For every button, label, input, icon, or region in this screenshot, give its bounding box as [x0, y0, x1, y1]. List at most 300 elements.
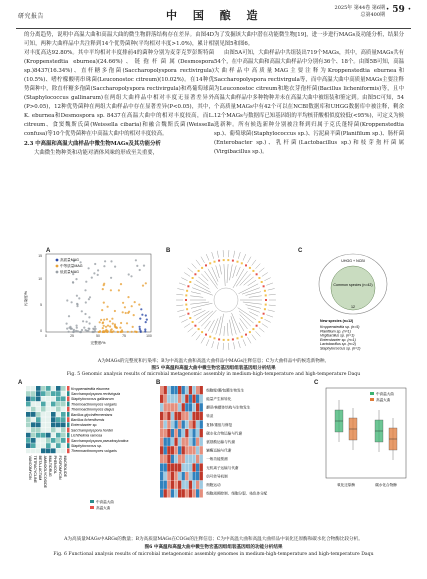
tree-leaf-label	[184, 273, 190, 277]
tree-leaf-marker	[261, 281, 263, 283]
scatter-point	[106, 331, 108, 333]
heatmap-cell	[192, 395, 195, 403]
tree-branch	[216, 266, 220, 279]
heatmap-cell	[41, 438, 46, 443]
scatter-point	[84, 289, 86, 291]
scatter-point	[97, 274, 99, 276]
tree-leaf-label	[192, 331, 197, 336]
heatmap-cell	[31, 417, 36, 422]
tree-leaf-label	[188, 328, 193, 333]
heatmap-cell	[174, 412, 177, 420]
heatmap-cell	[182, 386, 185, 394]
heatmap-row-label: Staphylococcus sp.	[71, 444, 102, 448]
tree-branch	[227, 323, 228, 336]
tree-leaf-label	[212, 252, 214, 259]
scatter-point	[120, 322, 122, 324]
heatmap-cell	[178, 420, 181, 428]
scatter-point	[76, 295, 78, 297]
fig6-heatmap-a-row-labels	[71, 387, 128, 453]
tree-leaf-marker	[214, 261, 216, 263]
heatmap-cell	[61, 422, 66, 427]
heatmap-cell	[56, 428, 61, 433]
heatmap-cell	[36, 428, 41, 433]
heatmap-cell	[171, 446, 174, 454]
tree-leaf-marker	[186, 308, 188, 310]
tree-leaf-marker	[265, 304, 267, 306]
heatmap-cell	[26, 433, 31, 438]
heatmap-cell	[171, 438, 174, 446]
page-number: · 59 ·	[385, 5, 411, 15]
heatmap-cell	[46, 448, 51, 453]
heatmap-cell	[26, 448, 31, 453]
issue-line-2: 总第400期	[360, 12, 385, 18]
heatmap-cell	[174, 455, 177, 463]
scatter-point	[86, 321, 88, 323]
tree-leaf-label	[234, 251, 235, 258]
fig6-c-xlabel-oxidoreductase: 氧化还原酶	[337, 483, 355, 487]
tree-branch	[198, 277, 208, 285]
heatmap-cell	[167, 463, 170, 471]
tree-leaf-marker	[218, 260, 220, 262]
heatmap-cell	[46, 428, 51, 433]
scatter-point	[132, 326, 134, 328]
heatmap-row-label: 复制/重组与修复	[206, 422, 233, 427]
tree-leaf-marker	[263, 285, 265, 287]
tree-leaf-label	[259, 328, 264, 333]
tree-leaf-marker	[256, 273, 258, 275]
tree-leaf-marker	[249, 331, 251, 333]
heatmap-col-label: MACROLIDE	[63, 455, 67, 477]
tree-leaf-marker	[185, 299, 187, 301]
heatmap-cell	[164, 463, 167, 471]
heatmap-cell	[164, 489, 167, 497]
svg-text:25: 25	[70, 334, 74, 338]
tree-leaf-marker	[237, 337, 239, 339]
heatmap-cell	[160, 395, 163, 403]
scatter-point	[126, 322, 128, 324]
heatmap-cell	[200, 455, 203, 463]
heatmap-group-bar	[67, 391, 70, 396]
fig5-new-species-title: New species (n=12)	[320, 319, 354, 323]
scatter-point	[102, 327, 104, 329]
heatmap-cell	[174, 446, 177, 454]
scatter-point	[139, 328, 141, 330]
heatmap-cell	[178, 386, 181, 394]
heatmap-cell	[31, 402, 36, 407]
heatmap-row-label: 细胞周期控制、细胞分裂、染色体分配	[206, 491, 268, 496]
scatter-point	[111, 318, 113, 320]
heatmap-row-label: 一般功能预测	[206, 457, 228, 462]
scatter-point	[119, 327, 121, 329]
heatmap-cell	[185, 481, 188, 489]
tree-leaf-label	[243, 254, 246, 260]
heatmap-cell	[41, 428, 46, 433]
tree-leaf-label	[201, 257, 205, 263]
tree-leaf-label	[176, 294, 183, 295]
tree-branch	[196, 280, 209, 289]
heatmap-col-label: PHENICOL	[53, 455, 57, 474]
heatmap-cell	[31, 433, 36, 438]
tree-leaf-label	[238, 252, 240, 259]
scatter-point	[102, 288, 104, 290]
heatmap-cell	[178, 472, 181, 480]
fig6-panel-b-label: B	[156, 380, 161, 386]
scatter-point	[139, 318, 141, 320]
tree-branch	[240, 318, 248, 329]
tree-branch	[212, 318, 218, 333]
tree-leaf-marker	[258, 277, 260, 279]
scatter-point	[138, 304, 140, 306]
fig5-legend	[56, 257, 83, 274]
scatter-point	[84, 313, 86, 315]
heatmap-cell	[41, 396, 46, 401]
heatmap-cell	[160, 489, 163, 497]
scatter-point	[105, 329, 107, 331]
scatter-point	[93, 328, 95, 330]
heatmap-cell	[174, 395, 177, 403]
scatter-point	[145, 314, 147, 316]
heatmap-cell	[41, 407, 46, 412]
tree-leaf-label	[188, 268, 193, 273]
scatter-point	[80, 261, 82, 263]
heatmap-row-label: 氨基酸运输与代谢	[206, 440, 235, 444]
new-species-item: Enterobacter sp. (n=1)	[320, 337, 356, 342]
scatter-point	[141, 314, 143, 316]
heatmap-cell	[51, 386, 56, 391]
heatmap-cell	[160, 403, 163, 411]
heatmap-cell	[61, 412, 66, 417]
scatter-point	[139, 269, 141, 271]
fig6-heatmap-b-cells	[160, 386, 203, 498]
scatter-point	[127, 312, 129, 314]
heatmap-cell	[160, 438, 163, 446]
heatmap-cell	[178, 412, 181, 420]
heatmap-cell	[196, 420, 199, 428]
heatmap-cell	[196, 472, 199, 480]
heatmap-cell	[171, 463, 174, 471]
heatmap-cell	[160, 429, 163, 437]
heatmap-cell	[167, 420, 170, 428]
tree-branch	[191, 292, 201, 294]
scatter-point	[110, 331, 112, 333]
scatter-point	[102, 322, 104, 324]
heatmap-cell	[200, 420, 203, 428]
heatmap-cell	[26, 422, 31, 427]
scatter-point	[88, 328, 90, 330]
heatmap-cell	[41, 412, 46, 417]
heatmap-group-bar	[67, 428, 70, 433]
scatter-point	[122, 302, 124, 304]
heatmap-cell	[46, 443, 51, 448]
heatmap-cell	[26, 412, 31, 417]
heatmap-cell	[164, 420, 167, 428]
fig6-heatmap-b-row-labels	[206, 387, 267, 495]
heatmap-cell	[171, 386, 174, 394]
journal-title: 中 国 酿 造	[166, 9, 264, 22]
tree-branch	[230, 320, 233, 336]
tree-leaf-marker	[256, 325, 258, 327]
tree-branch	[220, 265, 222, 275]
heatmap-cell	[56, 448, 61, 453]
scatter-point	[68, 315, 70, 317]
scatter-point	[110, 260, 112, 262]
heatmap-cell	[200, 386, 203, 394]
heatmap-col-label: AMINOGLYCOSIDE	[43, 455, 47, 489]
scatter-point	[72, 281, 74, 283]
scatter-point	[144, 330, 146, 332]
scatter-point	[105, 326, 107, 328]
tree-branch	[205, 271, 218, 289]
tree-leaf-label	[264, 319, 270, 322]
heatmap-cell	[196, 463, 199, 471]
heatmap-cell	[200, 395, 203, 403]
heatmap-cell	[31, 438, 36, 443]
heatmap-cell	[192, 420, 195, 428]
svg-text:75: 75	[122, 334, 126, 338]
heatmap-group-bar	[67, 417, 70, 422]
tree-leaf-marker	[252, 270, 254, 272]
heatmap-cell	[160, 455, 163, 463]
heatmap-cell	[178, 489, 181, 497]
scatter-point	[85, 281, 87, 283]
heatmap-cell	[196, 455, 199, 463]
tree-leaf-label	[248, 257, 252, 263]
right-paragraph-1: 为了发掘该大曲中潜在功能微生物[19]，进一步进行MAGs及功能分析，结果分别见图5和图6。	[214, 32, 404, 47]
heatmap-cell	[192, 481, 195, 489]
heatmap-cell	[36, 433, 41, 438]
heatmap-cell	[46, 412, 51, 417]
heatmap-cell	[51, 448, 56, 453]
tree-leaf-label	[268, 310, 275, 312]
tree-leaf-marker	[232, 260, 234, 262]
scatter-point	[112, 330, 114, 332]
new-species-item: Lactobacillus sp. (n=2)	[320, 342, 357, 347]
heatmap-cell	[46, 407, 51, 412]
heatmap-cell	[61, 402, 66, 407]
scatter-point	[135, 259, 137, 261]
heatmap-cell	[41, 417, 46, 422]
heatmap-cell	[189, 395, 192, 403]
heatmap-cell	[182, 429, 185, 437]
tree-branch	[208, 320, 215, 331]
fig5-caption-en: Fig. 5 Genomic analysis results of microbial metagenomic assembly in medium-high-temperature and high-temperature Daqu	[66, 372, 361, 377]
heatmap-cell	[189, 403, 192, 411]
heatmap-cell	[192, 403, 195, 411]
tree-leaf-label	[268, 289, 275, 291]
heatmap-cell	[192, 438, 195, 446]
heatmap-cell	[31, 391, 36, 396]
tree-branch	[224, 264, 225, 286]
heatmap-cell	[26, 438, 31, 443]
scatter-point	[127, 331, 129, 333]
heatmap-cell	[31, 422, 36, 427]
heatmap-cell	[192, 489, 195, 497]
heatmap-cell	[56, 422, 61, 427]
heatmap-cell	[196, 429, 199, 437]
tree-leaf-label	[269, 305, 276, 306]
scatter-point	[79, 331, 81, 333]
heatmap-cell	[26, 417, 31, 422]
heatmap-group-bar	[67, 443, 70, 448]
heatmap-cell	[31, 407, 36, 412]
heatmap-group-bar	[67, 438, 70, 443]
heatmap-cell	[192, 412, 195, 420]
scatter-point	[70, 328, 72, 330]
scatter-point	[76, 325, 78, 327]
heatmap-cell	[164, 481, 167, 489]
heatmap-cell	[56, 396, 61, 401]
tree-leaf-label	[206, 254, 209, 260]
heatmap-cell	[61, 391, 66, 396]
scatter-point	[122, 311, 124, 313]
svg-text:5: 5	[40, 303, 42, 307]
heatmap-cell	[185, 429, 188, 437]
fig6-args-heatmap	[16, 380, 146, 530]
fig6-c-legend-mid: 中高温大曲	[376, 392, 394, 396]
tree-leaf-marker	[187, 313, 189, 315]
heatmap-cell	[61, 433, 66, 438]
scatter-point	[103, 302, 105, 304]
tree-branch	[246, 305, 262, 309]
tree-branch	[220, 314, 224, 336]
heatmap-cell	[174, 489, 177, 497]
left-paragraph-2: 大曲微生物种类和功能对酒体风味的形成至关重要，	[34, 150, 158, 156]
heatmap-cell	[200, 412, 203, 420]
heatmap-cell	[174, 463, 177, 471]
tree-leaf-label	[212, 341, 214, 348]
fig6-a-legend-high: 高温大曲	[96, 506, 111, 510]
heatmap-cell	[51, 407, 56, 412]
scatter-point	[66, 323, 68, 325]
heatmap-cell	[200, 481, 203, 489]
right-paragraph-2: 由图5A可知，大曲样品中共组装出719个MAGs，其中，高质量MAGs共有54个，在中高温大曲和高温大曲样品中分别有36个、18个。由图5B可知，高温大曲样品中高质量MAG主要注释为Kroppenstedtia eburnea和Saccharopolyspora rectivirgula等，而中高温大曲中高质量MAGs主要注释为Leuconostoc citreum和地衣芽孢杆菌(Bacillus licheniformis)等，且中高温大曲样品中多种物种并未在高温大曲中被组装和鉴定到。由图5C可知，54个高质量MAGs中有42个可以在NCBI数据库和UHGG数据库中被注释，剩余12个MAGs与数据库已知基因组的平均核苷酸相似度较低(<95%)，可定义为候选新种。所有候选新种分别被注释到归属于克氏蓬特菌(Kroppenstedtia sp.)、葡萄球菌(Staphylococcus sp.)、污泥扁平菌(Planifilum sp.)、肠杆菌(Enterobacter sp.)、乳杆菌(Lactobacillus sp.)和枝芽孢杆菌属(Virgibacillus sp.)。	[214, 50, 404, 155]
tree-leaf-label	[176, 305, 183, 306]
fig5-xlabel: 完整度/%	[90, 341, 106, 345]
tree-branch	[239, 323, 244, 332]
scatter-point	[103, 284, 105, 286]
tree-leaf-marker	[192, 277, 194, 279]
scatter-point	[93, 272, 95, 274]
scatter-point	[103, 331, 105, 333]
left-column	[24, 31, 214, 158]
heatmap-cell	[51, 433, 56, 438]
tree-branch	[248, 280, 256, 286]
tree-branch	[236, 271, 247, 286]
heatmap-cell	[31, 396, 36, 401]
heatmap-cell	[61, 448, 66, 453]
scatter-point	[130, 275, 132, 277]
heatmap-cell	[196, 446, 199, 454]
tree-leaf-marker	[201, 331, 203, 333]
tree-leaf-marker	[187, 285, 189, 287]
scatter-point	[131, 331, 133, 333]
tree-branch	[244, 277, 254, 285]
fig6-heatmap-a-col-labels	[28, 456, 67, 489]
tree-branch	[201, 310, 216, 326]
scatter-point	[89, 322, 91, 324]
heatmap-cell	[51, 422, 56, 427]
heatmap-cell	[185, 395, 188, 403]
scatter-point	[146, 319, 148, 321]
fig5-tree-branches	[176, 250, 276, 350]
scatter-point	[136, 265, 138, 267]
heatmap-cell	[164, 438, 167, 446]
tree-leaf-label	[269, 294, 276, 295]
tree-branch	[212, 267, 218, 282]
heatmap-row-label: Thermoactinomyces vulgaris	[71, 449, 117, 454]
tree-leaf-marker	[205, 264, 207, 266]
scatter-point	[82, 320, 84, 322]
tree-leaf-label	[217, 251, 218, 258]
page-header	[16, 0, 411, 28]
heatmap-row-label: Saccharopolyspora hordei	[71, 428, 113, 433]
heatmap-cell	[189, 489, 192, 497]
svg-text:50: 50	[96, 334, 100, 338]
heatmap-row-label: 转录	[206, 414, 214, 419]
heatmap-group-bar	[67, 433, 70, 438]
heatmap-cell	[56, 438, 61, 443]
tree-leaf-label	[196, 335, 200, 341]
fig5-venn-inner-label: Common species (n=42)	[333, 283, 373, 287]
tree-branch	[246, 292, 262, 296]
fig5-new-species-list	[320, 325, 360, 351]
heatmap-cell	[160, 446, 163, 454]
heatmap-cell	[61, 438, 66, 443]
svg-text:10: 10	[38, 277, 42, 281]
tree-leaf-label	[252, 260, 256, 266]
tree-branch	[233, 266, 237, 279]
heatmap-cell	[182, 395, 185, 403]
heatmap-row-label: Enterobacter sp.	[71, 423, 98, 428]
fig5-legend-mid: 中等质量MAG	[60, 264, 83, 269]
heatmap-cell	[164, 472, 167, 480]
fig6-c-legend-high: 高温大曲	[376, 398, 391, 402]
header-rule	[16, 28, 411, 29]
heatmap-cell	[178, 455, 181, 463]
heatmap-group-bar	[67, 402, 70, 407]
heatmap-cell	[171, 403, 174, 411]
heatmap-cell	[189, 429, 192, 437]
fig6-panel-a-label: A	[18, 380, 23, 386]
heatmap-row-label: 细胞运动	[206, 483, 221, 487]
tree-branch	[190, 302, 209, 304]
tree-leaf-label	[192, 264, 197, 269]
heatmap-cell	[174, 386, 177, 394]
heatmap-cell	[31, 386, 36, 391]
heatmap-row-label: 辅酶运输与代谢	[206, 448, 232, 453]
scatter-point	[107, 325, 109, 327]
heatmap-cell	[36, 402, 41, 407]
heatmap-group-bar	[67, 386, 70, 391]
fig5-phylogenetic-tree	[166, 248, 286, 353]
tree-leaf-marker	[263, 313, 265, 315]
scatter-point	[128, 273, 130, 275]
heatmap-cell	[41, 391, 46, 396]
heatmap-cell	[46, 402, 51, 407]
heatmap-cell	[46, 391, 51, 396]
heatmap-cell	[182, 446, 185, 454]
heatmap-cell	[41, 443, 46, 448]
heatmap-cell	[167, 412, 170, 420]
fig6-enzyme-boxplot	[314, 380, 410, 530]
heatmap-cell	[200, 403, 203, 411]
heatmap-cell	[171, 429, 174, 437]
scatter-point	[89, 296, 91, 298]
scatter-point	[92, 331, 94, 333]
scatter-point	[131, 305, 133, 307]
tree-leaf-marker	[201, 267, 203, 269]
heatmap-cell	[41, 386, 46, 391]
